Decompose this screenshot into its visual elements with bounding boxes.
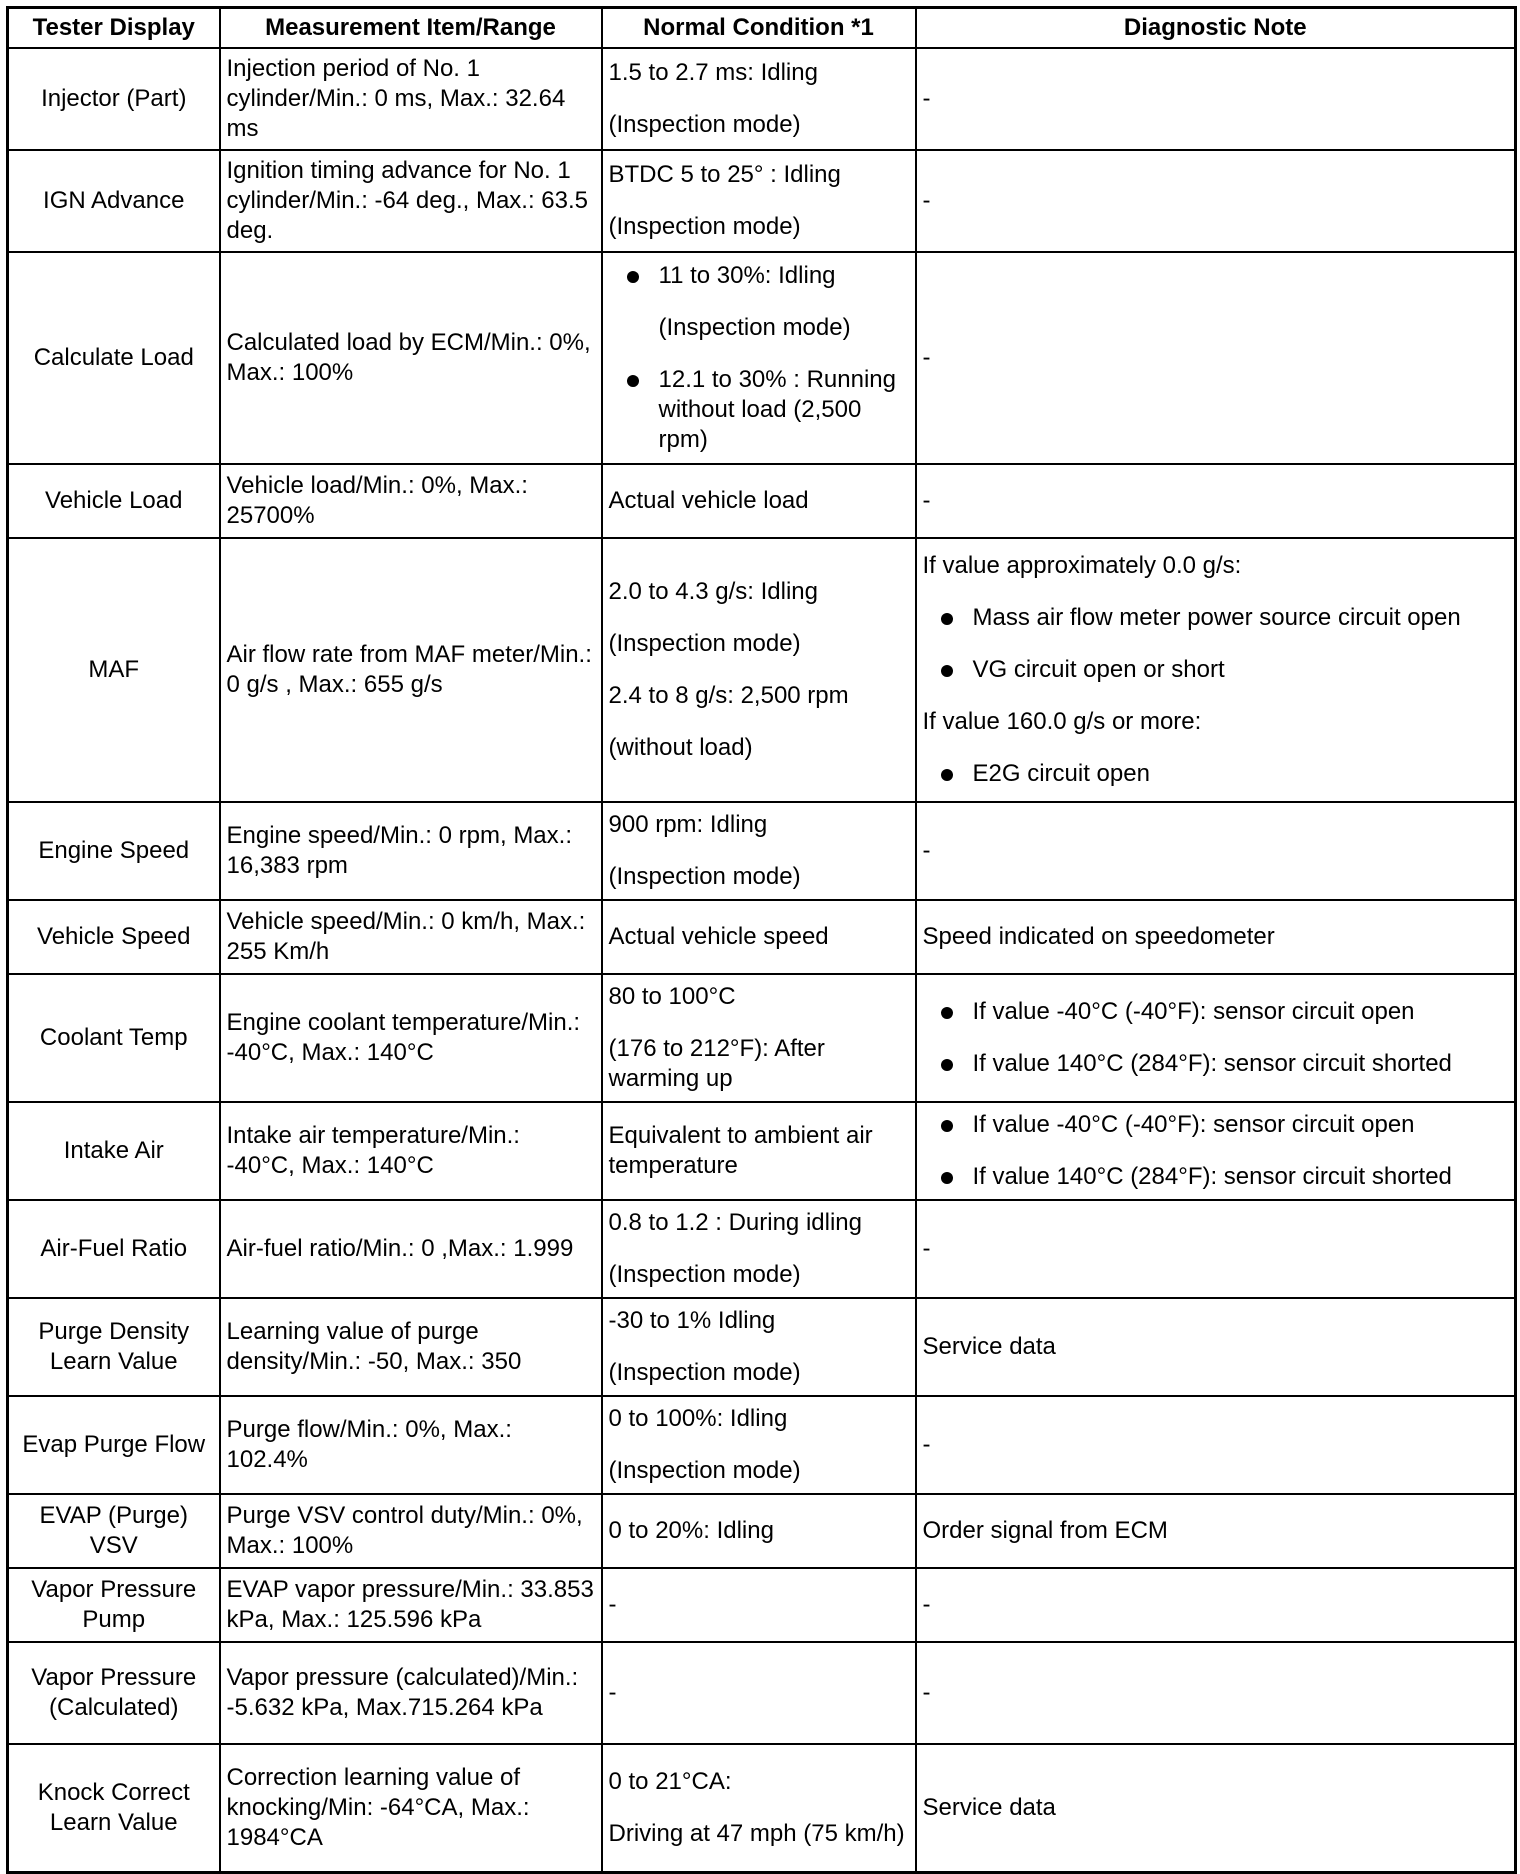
normal-line: (176 to 212°F): After warming up (608, 1035, 825, 1092)
measurement-cell: Air flow rate from MAF meter/Min.: 0 g/s , Max.: 655 g/s (220, 538, 602, 802)
measurement-cell: Air-fuel ratio/Min.: 0 ,Max.: 1.999 (220, 1200, 602, 1298)
bullet-text: If value 140°C (284°F): sensor circuit shorted (972, 1163, 1452, 1190)
bullet-text: Mass air flow meter power source circuit open (972, 604, 1461, 631)
bullet-text: 11 to 30%: Idling (658, 262, 836, 289)
diagnostic-note-cell: - (916, 1642, 1516, 1744)
normal-line: 0.8 to 1.2 : During idling (608, 1209, 862, 1236)
normal-line: 900 rpm: Idling (608, 811, 768, 838)
normal-line: BTDC 5 to 25° : Idling (608, 161, 841, 188)
diagnostic-note-cell (916, 538, 1516, 802)
list-item (923, 603, 1509, 633)
normal-line: (Inspection mode) (608, 1261, 801, 1288)
diagnostic-note-cell: Speed indicated on speedometer (916, 900, 1516, 974)
normal-line: (Inspection mode) (608, 1457, 801, 1484)
diagnostic-note-cell: Order signal from ECM (916, 1494, 1516, 1568)
tester-display-cell: Vapor Pressure Pump (8, 1568, 220, 1642)
tester-display-cell: Engine Speed (8, 802, 220, 900)
header-measurement-item: Measurement Item/Range (220, 8, 602, 49)
bullet-icon (627, 375, 639, 387)
normal-condition-cell (602, 150, 916, 252)
header-tester-display: Tester Display (8, 8, 220, 49)
normal-condition-cell (602, 538, 916, 802)
bullet-icon (941, 1172, 953, 1184)
measurement-cell: Correction learning value of knocking/Min: -64°CA, Max.: 1984°CA (220, 1744, 602, 1872)
normal-bullet-list (609, 261, 909, 455)
normal-line: - (608, 1679, 617, 1706)
normal-line: 0 to 100%: Idling (608, 1405, 788, 1432)
measurement-cell: Purge flow/Min.: 0%, Max.: 102.4% (220, 1396, 602, 1494)
tester-display-cell: Air-Fuel Ratio (8, 1200, 220, 1298)
list-item (923, 759, 1509, 789)
measurement-cell: Intake air temperature/Min.: -40°C, Max.: 140°C (220, 1102, 602, 1200)
measurement-cell: Ignition timing advance for No. 1 cylinder/Min.: -64 deg., Max.: 63.5 deg. (220, 150, 602, 252)
normal-condition-cell (602, 1102, 916, 1200)
table-row (8, 1568, 1516, 1642)
normal-line: (without load) (608, 734, 753, 761)
tester-display-cell: Knock Correct Learn Value (8, 1744, 220, 1872)
tester-display-cell: Coolant Temp (8, 974, 220, 1102)
header-row (8, 8, 1516, 49)
bullet-icon (941, 1007, 953, 1019)
diagnostic-note-cell: - (916, 464, 1516, 538)
bullet-icon (941, 769, 953, 781)
normal-line: 2.0 to 4.3 g/s: Idling (608, 578, 818, 605)
tester-display-cell: Purge Density Learn Value (8, 1298, 220, 1396)
normal-line: 2.4 to 8 g/s: 2,500 rpm (608, 682, 849, 709)
bullet-text: If value -40°C (-40°F): sensor circuit open (972, 1111, 1415, 1138)
normal-condition-cell (602, 1200, 916, 1298)
normal-line: (Inspection mode) (608, 863, 801, 890)
measurement-cell: Vehicle speed/Min.: 0 km/h, Max.: 255 Km/h (220, 900, 602, 974)
diagnostic-note-cell (916, 974, 1516, 1102)
note-bullet-list (923, 1110, 1509, 1192)
normal-condition-cell (602, 1568, 916, 1642)
diagnostic-note-cell: Service data (916, 1298, 1516, 1396)
bullet-icon (941, 613, 953, 625)
table-row (8, 1494, 1516, 1568)
bullet-text: 12.1 to 30% : Running without load (2,500 rpm) (658, 366, 897, 453)
normal-line: 1.5 to 2.7 ms: Idling (608, 59, 818, 86)
tester-display-cell: Vehicle Load (8, 464, 220, 538)
measurement-cell: Vehicle load/Min.: 0%, Max.: 25700% (220, 464, 602, 538)
note-condition: If value 160.0 g/s or more: (922, 708, 1202, 735)
measurement-cell: EVAP vapor pressure/Min.: 33.853 kPa, Max.: 125.596 kPa (220, 1568, 602, 1642)
measurement-cell: Vapor pressure (calculated)/Min.: -5.632 kPa, Max.715.264 kPa (220, 1642, 602, 1744)
normal-line: Actual vehicle speed (608, 923, 829, 950)
list-item (923, 1162, 1509, 1192)
normal-condition-cell (602, 900, 916, 974)
normal-line: (Inspection mode) (608, 111, 801, 138)
tester-display-cell: Vapor Pressure (Calculated) (8, 1642, 220, 1744)
normal-line: (Inspection mode) (608, 1359, 801, 1386)
table-row (8, 1396, 1516, 1494)
table-row (8, 538, 1516, 802)
data-list-table (6, 6, 1517, 1874)
bullet-text: If value 140°C (284°F): sensor circuit shorted (972, 1050, 1452, 1077)
diagnostic-note-cell: Service data (916, 1744, 1516, 1872)
list-item (923, 1049, 1509, 1079)
normal-condition-cell (602, 974, 916, 1102)
normal-line: Actual vehicle load (608, 487, 809, 514)
measurement-cell: Learning value of purge density/Min.: -50, Max.: 350 (220, 1298, 602, 1396)
bullet-icon (627, 271, 639, 283)
diagnostic-note-cell: - (916, 48, 1516, 150)
measurement-cell: Purge VSV control duty/Min.: 0%, Max.: 100% (220, 1494, 602, 1568)
diagnostic-note-cell: - (916, 252, 1516, 464)
list-item (923, 655, 1509, 685)
tester-display-cell: IGN Advance (8, 150, 220, 252)
table-row (8, 1102, 1516, 1200)
table-row (8, 974, 1516, 1102)
measurement-cell: Injection period of No. 1 cylinder/Min.: 0 ms, Max.: 32.64 ms (220, 48, 602, 150)
normal-line: -30 to 1% Idling (608, 1307, 776, 1334)
diagnostic-note-cell (916, 1102, 1516, 1200)
measurement-cell: Engine speed/Min.: 0 rpm, Max.: 16,383 rpm (220, 802, 602, 900)
normal-line: (Inspection mode) (608, 213, 801, 240)
bullet-icon (941, 1120, 953, 1132)
bullet-text: E2G circuit open (972, 760, 1150, 787)
bullet-text: If value -40°C (-40°F): sensor circuit open (972, 998, 1415, 1025)
normal-condition-cell (602, 802, 916, 900)
normal-line: 80 to 100°C (608, 983, 736, 1010)
tester-display-cell: Injector (Part) (8, 48, 220, 150)
diagnostic-note-cell: - (916, 802, 1516, 900)
bullet-subtext: (Inspection mode) (658, 314, 851, 341)
diagnostic-note-cell: - (916, 1568, 1516, 1642)
normal-line: 0 to 21°CA: (608, 1767, 732, 1795)
bullet-icon (941, 665, 953, 677)
normal-condition-cell (602, 1744, 916, 1872)
tester-display-cell: Evap Purge Flow (8, 1396, 220, 1494)
normal-line: - (608, 1591, 617, 1618)
tester-display-cell: Intake Air (8, 1102, 220, 1200)
normal-line: 0 to 20%: Idling (608, 1517, 774, 1544)
header-normal-condition: Normal Condition *1 (602, 8, 916, 49)
table-row (8, 1200, 1516, 1298)
normal-condition-cell (602, 1494, 916, 1568)
measurement-cell: Engine coolant temperature/Min.: -40°C, Max.: 140°C (220, 974, 602, 1102)
list-item (923, 997, 1509, 1027)
note-bullet-list (923, 759, 1509, 789)
table-row (8, 1744, 1516, 1872)
normal-line: Driving at 47 mph (75 km/h) (608, 1819, 905, 1847)
normal-line: Equivalent to ambient air temperature (608, 1122, 873, 1179)
bullet-text: VG circuit open or short (972, 656, 1225, 683)
table-row (8, 252, 1516, 464)
note-bullet-list (923, 603, 1509, 685)
diagnostic-note-cell: - (916, 1200, 1516, 1298)
table-row (8, 802, 1516, 900)
diagnostic-note-cell: - (916, 150, 1516, 252)
tester-display-cell: EVAP (Purge) VSV (8, 1494, 220, 1568)
normal-condition-cell (602, 252, 916, 464)
table-row (8, 464, 1516, 538)
header-diagnostic-note: Diagnostic Note (916, 8, 1516, 49)
normal-condition-cell (602, 1642, 916, 1744)
tester-display-cell: MAF (8, 538, 220, 802)
normal-line: (Inspection mode) (608, 630, 801, 657)
measurement-cell: Calculated load by ECM/Min.: 0%, Max.: 100% (220, 252, 602, 464)
note-bullet-list (923, 997, 1509, 1079)
diagnostic-note-cell: - (916, 1396, 1516, 1494)
list-item (609, 365, 909, 455)
table-row (8, 1298, 1516, 1396)
list-item (923, 1110, 1509, 1140)
table-row (8, 150, 1516, 252)
table-row (8, 1642, 1516, 1744)
normal-condition-cell (602, 1396, 916, 1494)
tester-display-cell: Calculate Load (8, 252, 220, 464)
normal-condition-cell (602, 464, 916, 538)
normal-condition-cell (602, 1298, 916, 1396)
note-condition: If value approximately 0.0 g/s: (922, 552, 1242, 579)
normal-condition-cell (602, 48, 916, 150)
table-row (8, 900, 1516, 974)
tester-display-cell: Vehicle Speed (8, 900, 220, 974)
table-row (8, 48, 1516, 150)
list-item (609, 261, 909, 343)
bullet-icon (941, 1059, 953, 1071)
